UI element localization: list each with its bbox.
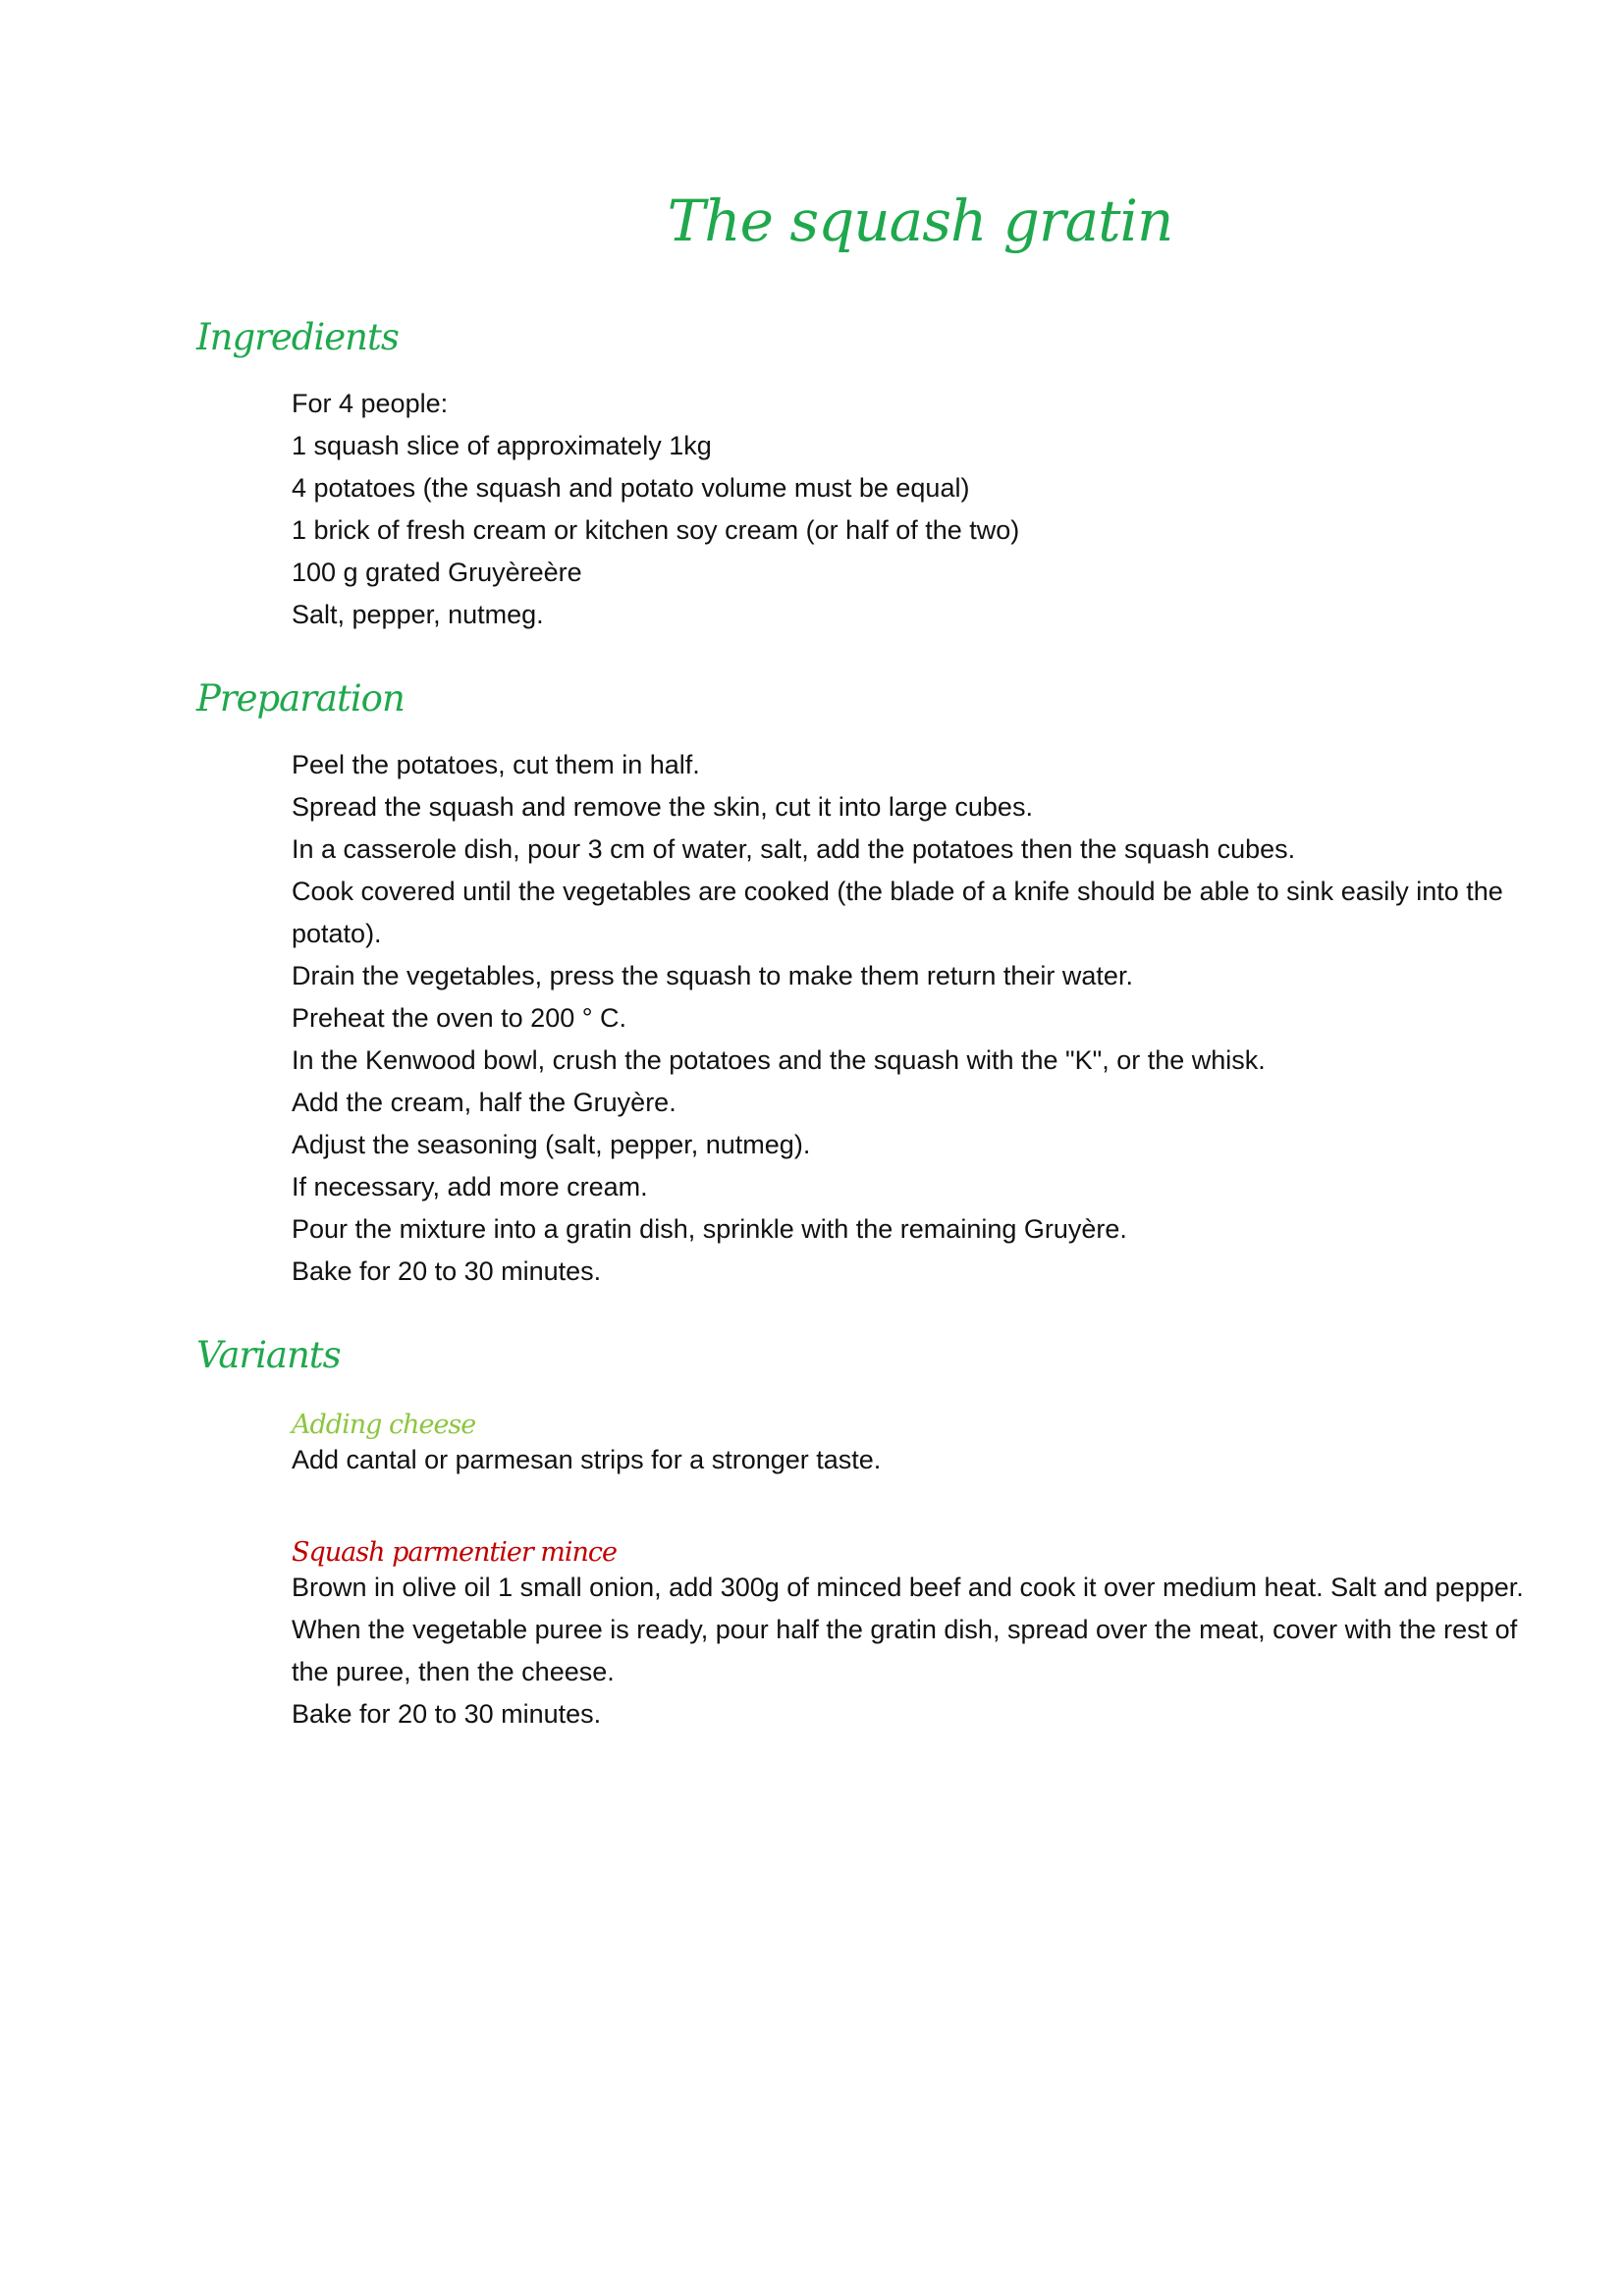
ingredient-line: 100 g grated Gruyèreère <box>292 558 582 587</box>
variant-title-squash-parmentier: Squash parmentier mince <box>292 1537 618 1568</box>
ingredient-line: Salt, pepper, nutmeg. <box>292 600 544 629</box>
preparation-step: Add the cream, half the Gruyère. <box>292 1088 677 1117</box>
preparation-step: Bake for 20 to 30 minutes. <box>292 1256 602 1286</box>
preparation-step: In a casserole dish, pour 3 cm of water, salt, add the potatoes then the squash cubes. <box>292 834 1296 864</box>
variants-heading: Variants <box>196 1334 341 1376</box>
variant-line: Brown in olive oil 1 small onion, add 300g of minced beef and cook it over medium heat. Salt and pepper. <box>292 1573 1524 1602</box>
preparation-steps <box>292 744 1548 1293</box>
preparation-heading: Preparation <box>196 677 405 720</box>
preparation-step: Pour the mixture into a gratin dish, sprinkle with the remaining Gruyère. <box>292 1214 1127 1244</box>
ingredient-line: 1 squash slice of approximately 1kg <box>292 431 712 460</box>
variant-title-adding-cheese: Adding cheese <box>292 1410 476 1440</box>
page-title: The squash gratin <box>667 187 1173 254</box>
preparation-step: Preheat the oven to 200 ° C. <box>292 1003 627 1033</box>
preparation-step: Adjust the seasoning (salt, pepper, nutmeg). <box>292 1130 811 1159</box>
preparation-step: Peel the potatoes, cut them in half. <box>292 750 700 779</box>
variant-squash-parmentier-text <box>292 1567 1548 1735</box>
ingredient-line: 1 brick of fresh cream or kitchen soy cream (or half of the two) <box>292 515 1020 545</box>
variant-adding-cheese-text <box>292 1439 1548 1481</box>
ingredient-line: For 4 people: <box>292 389 449 418</box>
ingredient-line: 4 potatoes (the squash and potato volume must be equal) <box>292 473 970 503</box>
ingredients-list <box>292 383 1548 636</box>
variant-line: When the vegetable puree is ready, pour half the gratin dish, spread over the meat, cover with the rest of the puree, then the cheese. <box>292 1615 1518 1686</box>
variant-line: Bake for 20 to 30 minutes. <box>292 1699 602 1729</box>
ingredients-heading: Ingredients <box>196 316 399 358</box>
preparation-step: If necessary, add more cream. <box>292 1172 648 1201</box>
preparation-step: Cook covered until the vegetables are cooked (the blade of a knife should be able to sink easily into the potato). <box>292 877 1503 948</box>
variant-line: Add cantal or parmesan strips for a stronger taste. <box>292 1445 882 1474</box>
preparation-step: Spread the squash and remove the skin, cut it into large cubes. <box>292 792 1033 822</box>
preparation-step: Drain the vegetables, press the squash to make them return their water. <box>292 961 1133 990</box>
preparation-step: In the Kenwood bowl, crush the potatoes and the squash with the "K", or the whisk. <box>292 1045 1266 1075</box>
